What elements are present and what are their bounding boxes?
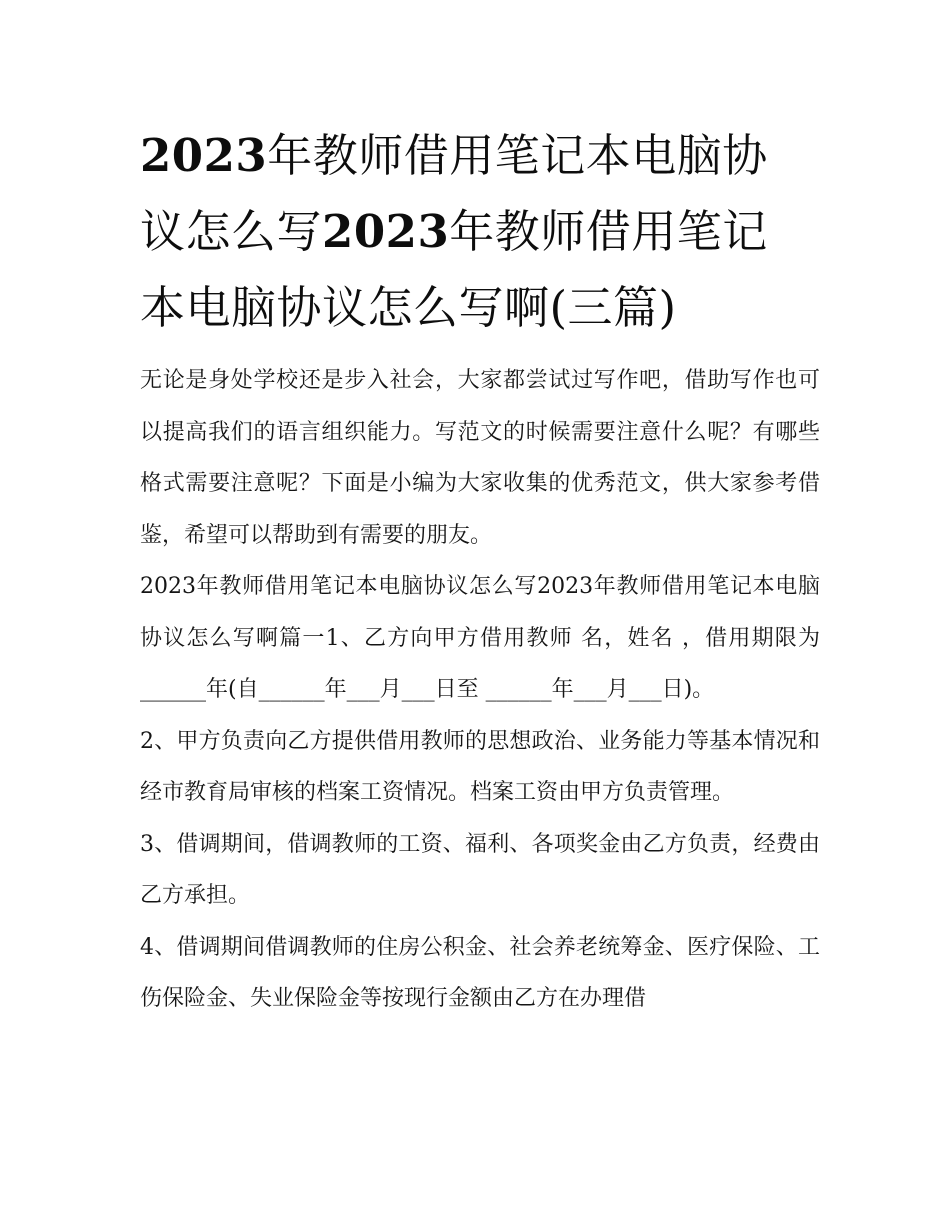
title-text-2: 年教师借用笔记本电脑协议怎么写啊(三篇) bbox=[140, 205, 768, 334]
document-title bbox=[140, 118, 810, 346]
clause-1-paragraph: 2023年教师借用笔记本电脑协议怎么写2023年教师借用笔记本电脑协议怎么写啊篇一1、乙方向甲方借用教师 名，姓名 ，借用期限为______年(自______年___月___日至 ______年___月___日)。 bbox=[140, 574, 820, 702]
title-year-1: 2023 bbox=[140, 129, 268, 182]
clause-3-paragraph: 3、借调期间，借调教师的工资、福利、各项奖金由乙方负责，经费由乙方承担。 bbox=[140, 831, 820, 908]
title-text-1: 年教师借用笔记本电脑协议怎么写 bbox=[140, 129, 768, 258]
clause-2-paragraph: 2、甲方负责向乙方提供借用教师的思想政治、业务能力等基本情况和经市教育局审核的档案工资情况。档案工资由甲方负责管理。 bbox=[140, 728, 820, 805]
document-body bbox=[140, 355, 820, 1025]
title-year-2: 2023 bbox=[322, 205, 450, 258]
clause-4-paragraph: 4、借调期间借调教师的住房公积金、社会养老统筹金、医疗保险、工伤保险金、失业保险金等按现行金额由乙方在办理借 bbox=[140, 934, 820, 1011]
intro-paragraph: 无论是身处学校还是步入社会，大家都尝试过写作吧，借助写作也可以提高我们的语言组织能力。写范文的时候需要注意什么呢？有哪些格式需要注意呢？下面是小编为大家收集的优秀范文，供大家参考借鉴，希望可以帮助到有需要的朋友。 bbox=[140, 368, 820, 548]
